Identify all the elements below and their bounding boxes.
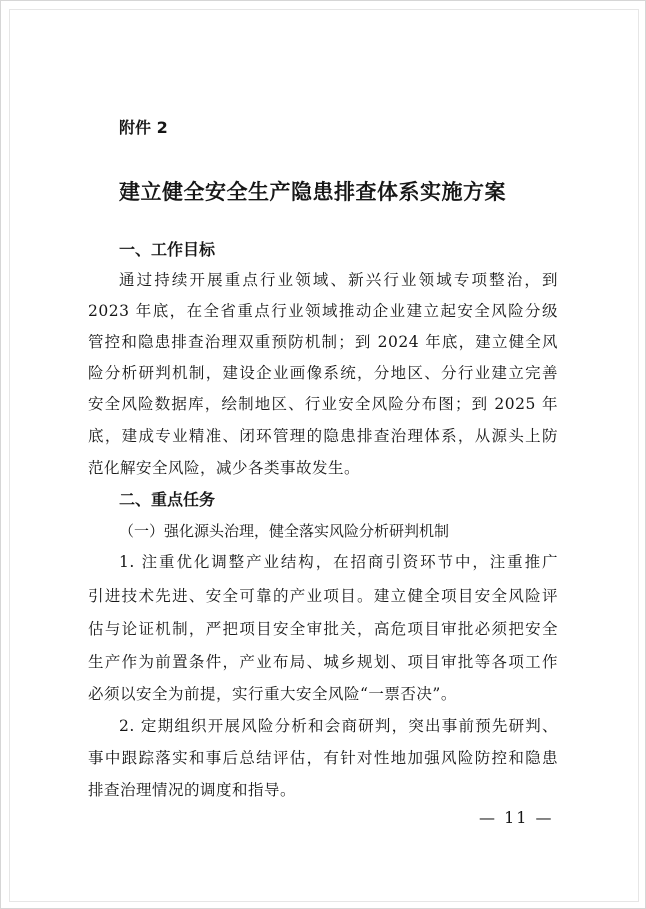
paragraph-line: 险分析研判机制，建设企业画像系统，分地区、分行业建立完善 [88,364,558,382]
paragraph-line: 估与论证机制，严把项目安全审批关，高危项目审批必须把安全 [88,620,558,638]
paragraph-line: 生产作为前置条件，产业布局、城乡规划、项目审批等各项工作 [88,653,558,671]
paragraph-line: 通过持续开展重点行业领域、新兴行业领域专项整治，到 [119,271,558,289]
paragraph-line: 排查治理情况的调度和指导。 [88,781,297,799]
page-number: — 11 — [479,808,554,827]
paragraph-line: 1. 注重优化调整产业结构，在招商引资环节中，注重推广 [119,553,558,571]
section-heading-tasks: 二、重点任务 [119,490,216,509]
paragraph-line: 引进技术先进、安全可靠的产业项目。建立健全项目安全风险评 [88,587,558,605]
subsection-heading: （一）强化源头治理，健全落实风险分析研判机制 [119,522,450,540]
section-heading-goals: 一、工作目标 [119,240,216,259]
paragraph-line: 2. 定期组织开展风险分析和会商研判，突出事前预先研判、 [119,717,558,735]
paragraph-line: 事中跟踪落实和事后总结评估，有针对性地加强风险防控和隐患 [88,749,558,767]
attachment-label: 附件 2 [119,118,168,137]
paragraph-line: 安全风险数据库，绘制地区、行业安全风险分布图；到 2025 年 [88,395,558,413]
paragraph-line: 管控和隐患排查治理双重预防机制；到 2024 年底，建立健全风 [88,333,558,351]
paragraph-line: 底，建成专业精准、闭环管理的隐患排查治理体系，从源头上防 [88,427,558,445]
paragraph-line: 必须以安全为前提，实行重大安全风险“一票否决”。 [88,685,457,703]
document-title: 建立健全安全生产隐患排查体系实施方案 [119,179,506,204]
paragraph-line: 范化解安全风险，减少各类事故发生。 [88,459,361,477]
paragraph-line: 2023 年底，在全省重点行业领域推动企业建立起安全风险分级 [88,302,558,320]
